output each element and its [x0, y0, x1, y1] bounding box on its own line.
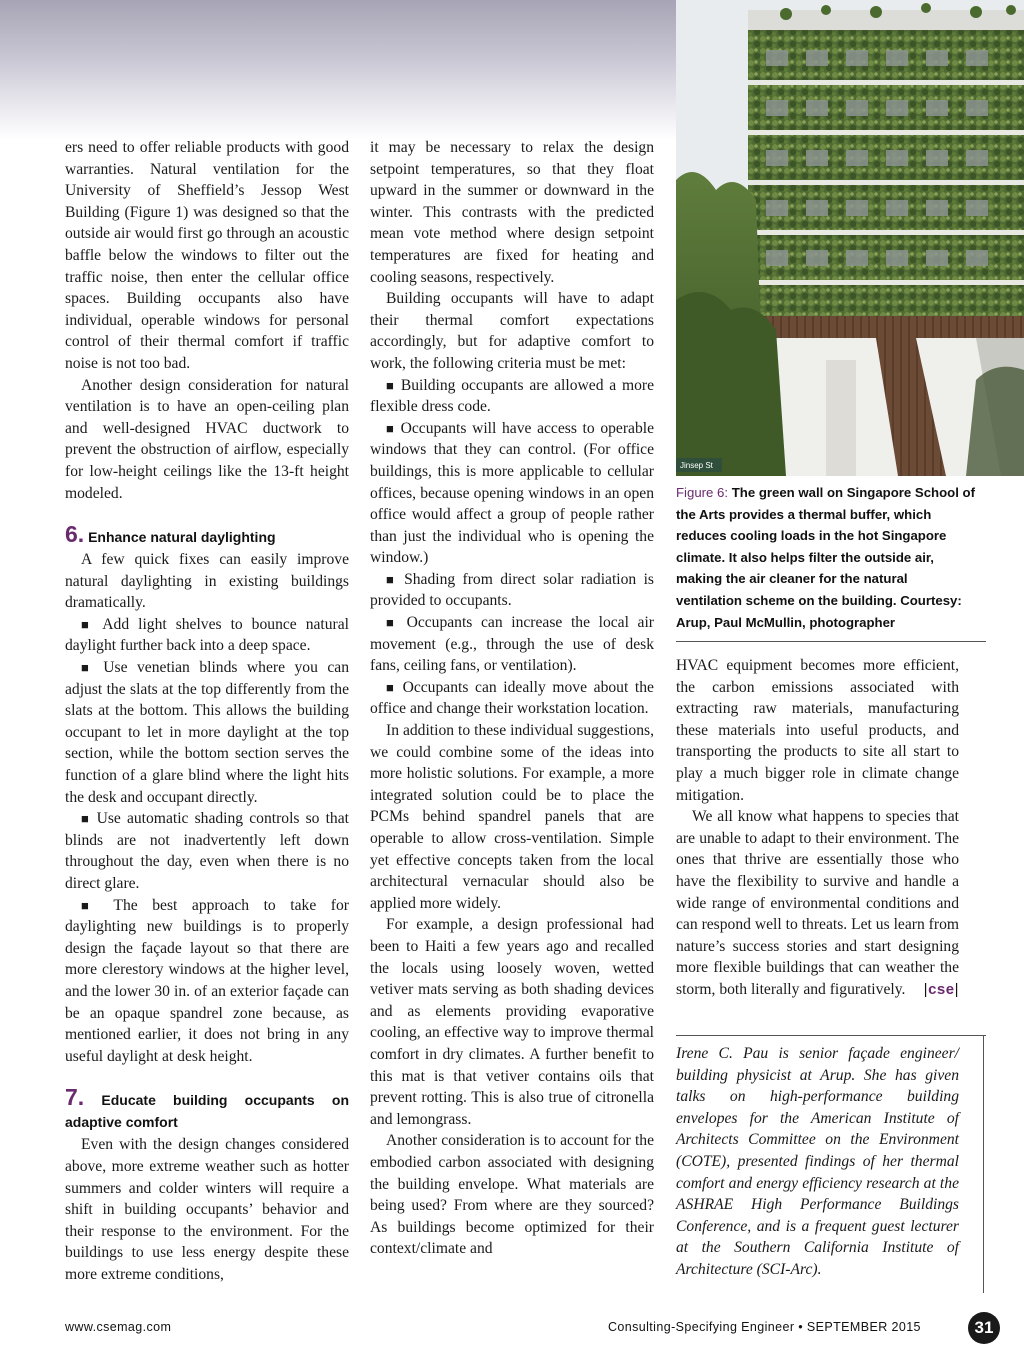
end-mark: |cse| [923, 980, 959, 998]
header-gradient [0, 0, 676, 140]
street-sign-text: Jinsep St [680, 461, 713, 470]
figure-6-photo [676, 0, 1024, 476]
page-number-badge: 31 [968, 1312, 1000, 1344]
bullet-item: ■ The best approach to take for daylighting new buildings is to properly design the façade layout so that there are more clerestory windows at the higher level, and the lower 30 in. of an exterior façade can be an opaque spandrel zone because, as mentioned earlier, it does not bring in any useful daylight at desk height. [65, 895, 349, 1068]
article-column-1 [65, 137, 349, 1286]
bullet-item: ■ Use automatic shading controls so that blinds are not inadvertently left down throughout the day, even when there is no direct glare. [65, 808, 349, 894]
section-number: 7. [65, 1084, 85, 1111]
paragraph: For example, a design professional had been to Haiti a few years ago and recalled the locals using loosely woven, wetted vetiver mats serving as both shading devices and as elements providing evaporative cooling, an effective way to improve thermal comfort in dry climates. A further benefit to this mat is that vetiver contains oils that prevent rotting. This is also true of citronella and lemongrass. [370, 916, 654, 1128]
paragraph: it may be necessary to relax the design setpoint temperatures, so that they float upward in the summer or downward in the winter. This contrasts with the predicted mean vote method where design setpoint temperatures are fixed for heating and cooling seasons, respectively. [370, 139, 654, 286]
closing-text: We all know what happens to species that are unable to adapt to their environment. The ones that thrive are essentially those who have the flexibility to survive and handle a wide range of environmental conditions and can respond well to threats. Let us learn from nature’s success stories and start designing more flexible buildings that can weather the storm, both literally and figuratively. [676, 808, 959, 998]
section-heading-6 [65, 523, 349, 548]
paragraph [676, 806, 959, 1000]
paragraph: ers need to offer reliable products with good warranties. Natural ventilation for the University of Sheffield’s Jessop West Building (Figure 1) was designed so that the outside air would first go through an acoustic baffle below the windows to filter out the traffic noise, then enter the cellular office spaces. Building occupants also have individual, operable windows for personal control of their thermal comfort if traffic noise is not too bad. [65, 139, 349, 372]
bio-text: Irene C. Pau is senior façade engineer/ building physicist at Arup. She has given talks on high-performance building envelopes for the American Institute of Architects Committee on the Environment (COTE), presented findings of her thermal comfort and energy efficiency research at the ASHRAE High Performance Buildings Conference, and is a frequent guest lecturer at the Southern California Institute of Architecture (SCI-Arc). [676, 1045, 959, 1278]
article-column-2 [370, 137, 654, 1260]
end-mark-text: cse [928, 980, 955, 998]
section-heading-7 [65, 1086, 349, 1133]
section-title: Educate building occupants on adaptive comfort [65, 1092, 349, 1131]
paragraph: Building occupants will have to adapt their thermal comfort expectations accordingly, but for adaptive comfort to work, the following criteria must be met: [370, 290, 654, 372]
footer-publication: Consulting-Specifying Engineer • SEPTEMBER 2015 [608, 1320, 921, 1334]
paragraph: Even with the design changes considered above, more extreme weather such as hotter summers and colder winters will require a shift in building occupants’ behavior and their response to the environment. For the buildings to use less energy despite these more extreme conditions, [65, 1136, 349, 1283]
bullet-item: ■ Use venetian blinds where you can adjust the slats at the top differently from the slats at the bottom. This allows the building occupant to let in more daylight at the top section, while the bottom section serves the function of a glare blind where the light hits the desk and occupant directly. [65, 657, 349, 808]
bullet-item: ■ Shading from direct solar radiation is provided to occupants. [370, 569, 654, 612]
caption-rule [676, 641, 986, 642]
bullet-item: ■ Occupants can increase the local air movement (e.g., through the use of desk fans, ceiling fans, or ventilation). [370, 612, 654, 677]
section-number: 6. [65, 521, 85, 548]
paragraph: HVAC equipment becomes more efficient, the carbon emissions associated with extracting raw materials, manufacturing these materials into useful products, and transporting the products to site all start to play a much bigger role in climate change mitigation. [676, 657, 959, 804]
figure-label: Figure 6: [676, 485, 729, 500]
caption-text: The green wall on Singapore School of the Arts provides a thermal buffer, which reduces cooling loads in the hot Singapore climate. It also helps filter the outside air, making the air cleaner for the natural ventilation scheme on the building. Courtesy: Arup, Paul McMullin, photographer [676, 485, 975, 630]
author-bio [676, 1043, 959, 1281]
bullet-item: ■ Add light shelves to bounce natural daylight further back into a deep space. [65, 614, 349, 657]
paragraph: Another consideration is to account for the embodied carbon associated with designing the building envelope. What materials are being used? From where are they sourced? As buildings become optimized for their context/climate and [370, 1132, 654, 1258]
article-column-3 [676, 655, 959, 1001]
bio-rule [676, 1035, 986, 1036]
paragraph: Another design consideration for natural ventilation is to have an open-ceiling plan and well-designed HVAC ductwork to prevent the obstruction of airflow, especially for low-height ceilings like the 13-ft height modeled. [65, 376, 349, 502]
paragraph: In addition to these individual suggestions, we could combine some of the ideas into more holistic solutions. For example, a more integrated solution could be to place the PCMs behind spandrel panels that are operable to allow cross-ventilation. Simple yet effective concepts taken from the local architectural vernacular should also be applied more widely. [370, 722, 654, 912]
bio-vertical-rule [983, 1035, 984, 1293]
green-wall-building-image [676, 0, 1024, 476]
bullet-item: ■ Occupants will have access to operable windows that they can control. (For office buildings, this is more applicable to cellular offices, because opening windows in an open office would affect a group of people rather than just the individual who is opening the window.) [370, 418, 654, 569]
section-title: Enhance natural daylighting [88, 529, 276, 546]
bullet-item: ■ Occupants can ideally move about the office and change their workstation location. [370, 677, 654, 720]
footer-website: www.csemag.com [65, 1320, 172, 1334]
paragraph: A few quick fixes can easily improve natural daylighting in existing buildings dramatically. [65, 551, 349, 612]
bullet-item: ■ Building occupants are allowed a more flexible dress code. [370, 375, 654, 418]
figure-caption [676, 482, 976, 633]
